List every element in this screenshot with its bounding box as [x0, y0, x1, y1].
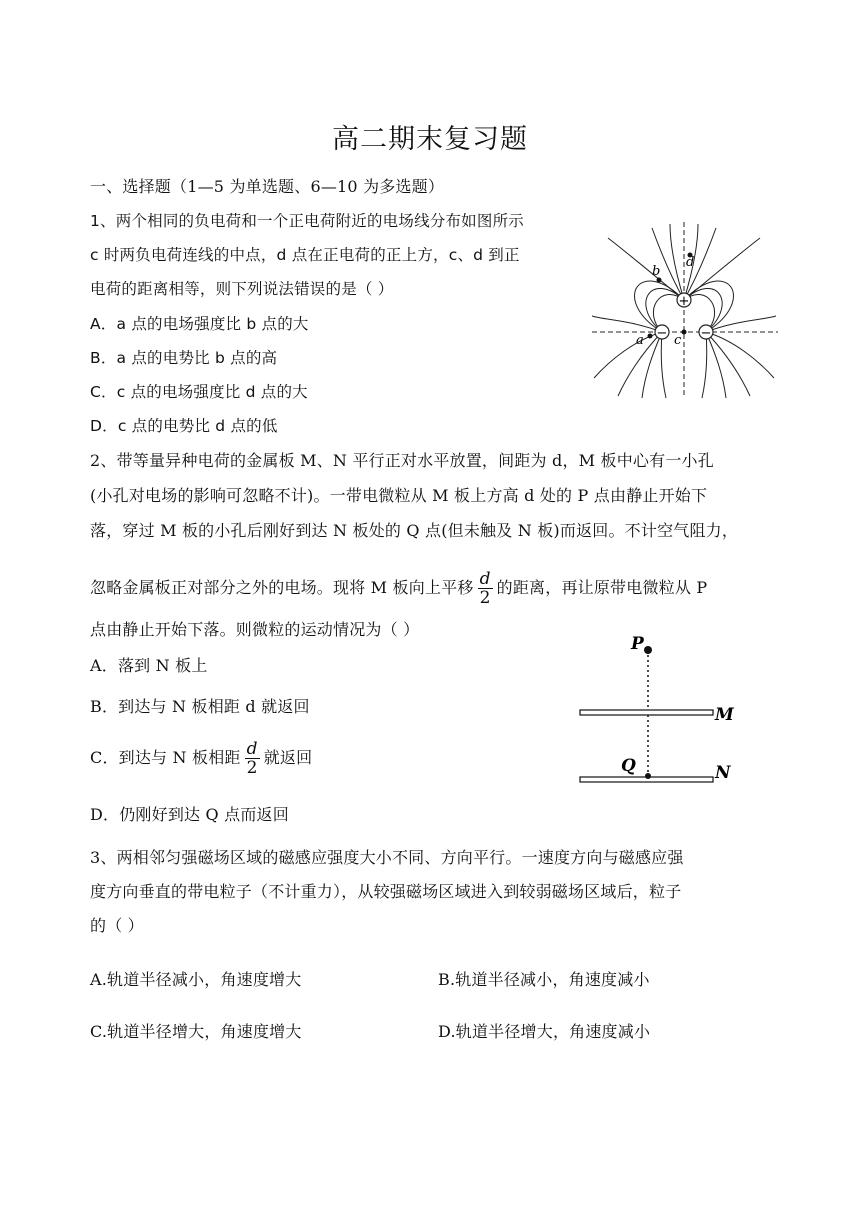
q2-option-a: A．落到 N 板上 — [90, 656, 208, 675]
negative-charge-label-right: − — [700, 326, 712, 341]
q3-option-c: C.轨道半径增大，角速度增大 — [90, 1022, 302, 1041]
q3-stem-line-1: 3、两相邻匀强磁场区域的磁感应强度大小不同、方向平行。一速度方向与磁感应强 — [90, 848, 684, 867]
point-b-label: b — [652, 264, 661, 279]
q2-line4-text-after: 的距离，再让原带电微粒从 P — [496, 578, 708, 597]
q2-line4-text-before: 忽略金属板正对部分之外的电场。现将 M 板向上平移 — [90, 578, 474, 597]
point-p-label: P — [631, 634, 644, 654]
q1-stem-line-3: 电荷的距离相等，则下列说法错误的是（ ） — [90, 280, 394, 298]
q3-option-b: B.轨道半径减小，角速度减小 — [438, 970, 650, 989]
q2-option-d: D．仍刚好到达 Q 点而返回 — [90, 805, 289, 824]
capacitor-plates-figure — [575, 630, 745, 790]
q2-option-b: B．到达与 N 板相距 d 就返回 — [90, 697, 310, 716]
q2-stem-line-1: 2、带等量异种电荷的金属板 M、N 平行正对水平放置，间距为 d，M 板中心有一小孔 — [90, 451, 714, 470]
point-d-label: d — [686, 255, 695, 270]
q2-stem-line-5: 点由静止开始下落。则微粒的运动情况为（ ） — [90, 620, 420, 639]
q2-option-c: C．到达与 N 板相距 $\frac{d}{2}$ 就返回 — [90, 739, 313, 778]
q3-option-d: D.轨道半径增大，角速度减小 — [438, 1022, 651, 1041]
q1-option-b: B．a 点的电势比 b 点的高 — [90, 349, 278, 367]
point-q-label: Q — [621, 756, 636, 776]
section-heading: 一、选择题（1—5 为单选题、6—10 为多选题） — [90, 177, 445, 196]
q2-stem-line-2: (小孔对电场的影响可忽略不计)。一带电微粒从 M 板上方高 d 处的 P 点由静止开始下 — [90, 486, 708, 505]
point-a-label: a — [636, 333, 644, 348]
electric-field-figure — [590, 220, 780, 400]
fraction-d-over-2-option: $\frac{d}{2}$ — [246, 739, 258, 778]
q3-option-a: A.轨道半径减小，角速度增大 — [90, 970, 302, 989]
positive-charge-label: + — [678, 294, 690, 309]
q2-stem-line-3: 落，穿过 M 板的小孔后刚好到达 N 板处的 Q 点(但未触及 N 板)而返回。不计空气阻力， — [90, 521, 739, 540]
q2-stem-line-4 — [90, 568, 707, 608]
q1-option-d: D．c 点的电势比 d 点的低 — [90, 417, 278, 435]
plate-m-label: M — [715, 705, 734, 725]
point-c-label: c — [674, 333, 682, 348]
negative-charge-label-left: − — [656, 326, 668, 341]
page-title: 高二期末复习题 — [332, 124, 528, 155]
plate-n-label: N — [715, 763, 731, 783]
q3-stem-line-3: 的（ ） — [90, 916, 144, 935]
q1-option-c: C．c 点的电场强度比 d 点的大 — [90, 383, 308, 401]
q3-stem-line-2: 度方向垂直的带电粒子（不计重力），从较强磁场区域进入到较弱磁场区域后，粒子 — [90, 882, 682, 901]
q1-stem-line-2: c 时两负电荷连线的中点，d 点在正电荷的正上方，c、d 到正 — [90, 246, 520, 264]
fraction-d-over-2: $\frac{d}{2}$ — [479, 569, 491, 608]
q1-option-a: A．a 点的电场强度比 b 点的大 — [90, 315, 309, 333]
q1-stem-line-1: 1、两个相同的负电荷和一个正电荷附近的电场线分布如图所示 — [90, 212, 524, 230]
